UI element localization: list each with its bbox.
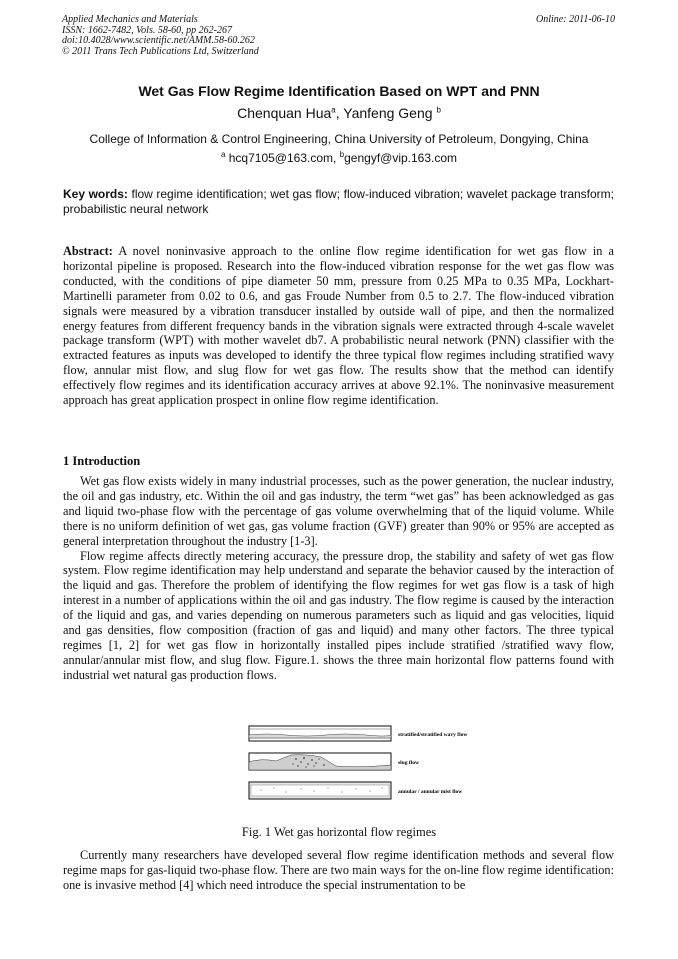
figure-caption: Fig. 1 Wet gas horizontal flow regimes xyxy=(241,825,437,839)
author-1-sup: a xyxy=(331,105,336,115)
abstract-label: Abstract: xyxy=(63,244,113,258)
email-b: gengyf@vip.163.com xyxy=(344,151,458,165)
label-annular: annular / annular mist flow xyxy=(398,789,463,795)
introduction-body xyxy=(63,474,614,683)
keywords-label: Key words: xyxy=(63,187,128,201)
paragraph: Wet gas flow exists widely in many industrial processes, such as the power generation, the nuclear industry, the oil and gas industry, etc. Within the oil and gas industry, the term “wet gas” has been acknowledged as gas and liquid two-phase flow with the percentage of gas volume overwhelming that of the liquid volume. While there is no uniform definition of wet gas, gas volume fraction (GVF) greater than 90% or 95% are accepted as general interpretation throughout the industry [1-3]. xyxy=(63,474,614,548)
slug-pipe xyxy=(249,753,391,770)
online-date: Online: 2011-06-10 xyxy=(536,14,615,25)
keywords xyxy=(63,187,614,216)
keywords-text: flow regime identification; wet gas flow; flow-induced vibration; wavelet package transform; probabilistic neural network xyxy=(63,187,615,216)
journal-name: Applied Mechanics and Materials xyxy=(62,14,198,25)
copyright-line: © 2011 Trans Tech Publications Ltd, Switzerland xyxy=(62,45,259,57)
emails: $^a$ hcq7105@163.com, $^b$gengyf@vip.163.com xyxy=(220,150,458,165)
annular-pipe xyxy=(249,782,391,799)
section-heading-introduction: 1 Introduction xyxy=(63,454,141,468)
label-stratified: stratified/stratified wavy flow xyxy=(398,732,468,738)
introduction-continued xyxy=(63,848,614,893)
paragraph: Flow regime affects directly metering accuracy, the pressure drop, the stability and safety of wet gas flow system. Flow regime identification may help understand and separate the behavior caused by the interaction of the liquid and gas. Therefore the problem of identifying the flow regimes for wet gas flow is a task of high interest in a number of applications within the oil and gas industry. The flow regime is caused by the interaction of the liquid and gas, and varies depending on numerous parameters such as liquid and gas velocities, liquid and gas densities, flow composition (fraction of gas and liquid) and many other factors. The three typical regimes [1, 2] for wet gas flow in horizontally installed pipes include stratified /stratified wavy flow, annular/annular mist flow, and slug flow. Figure.1. shows the three main horizontal flow patterns found with industrial wet natural gas production flows. xyxy=(63,548,614,682)
doi-line: doi:10.4028/www.scientific.net/AMM.58-60.262 xyxy=(62,35,255,46)
authors: Chenquan Hua$^a$, Yanfeng Geng $^b$ xyxy=(237,105,441,121)
author-2-sup: b xyxy=(436,105,441,115)
flow-regimes-figure xyxy=(246,724,506,802)
affiliation: College of Information & Control Engineering, China University of Petroleum, Dongying, China xyxy=(89,132,589,146)
paragraph: Currently many researchers have developed several flow regime identification methods and several flow regime maps for gas-liquid two-phase flow. There are two main ways for the on-line flow regime identification: one is invasive method [4] which need introduce the special instrumentation to be xyxy=(63,848,614,892)
paper-title: Wet Gas Flow Regime Identification Based on WPT and PNN xyxy=(138,83,540,99)
label-slug: slug flow xyxy=(398,760,419,766)
abstract-text: A novel noninvasive approach to the online flow regime identification for wet gas flow in a horizontal pipeline is proposed. Research into the flow-induced vibration response for the wet gas flow was conducted, with the conditions of pipe diameter 50 mm, pressure from 0.25 MPa to 0.35 MPa, Lockhart-Martinelli parameter from 0.02 to 0.6, and gas Froude Number from 0.5 to 2.7. The flow-induced vibration signals were measured by a vibration transducer installed by outside wall of pipe, and then the normalized energy features from different frequency bands in the vibration signals were extracted through 4-scale wavelet package transform (WPT) with mother wavelet db7. A probabilistic neural network (PNN) classifier with the extracted features as inputs was developed to identify the three typical flow regimes including stratified wavy flow, annular mist flow, and slug flow for wet gas flow. The results show that the method can identify effectively flow regimes and its identification accuracy arrives at above 92.1%. The noninvasive measurement approach has great application prospect in online flow regime identification. xyxy=(63,244,614,408)
journal-header xyxy=(62,15,259,57)
abstract xyxy=(63,244,614,408)
author-2: Yanfeng Geng xyxy=(343,105,433,121)
email-a: hcq7105@163.com, xyxy=(228,151,340,165)
issn-line: ISSN: 1662-7482, Vols. 58-60, pp 262-267 xyxy=(62,24,232,36)
author-1: Chenquan Hua xyxy=(237,105,332,121)
stratified-pipe xyxy=(249,726,391,741)
